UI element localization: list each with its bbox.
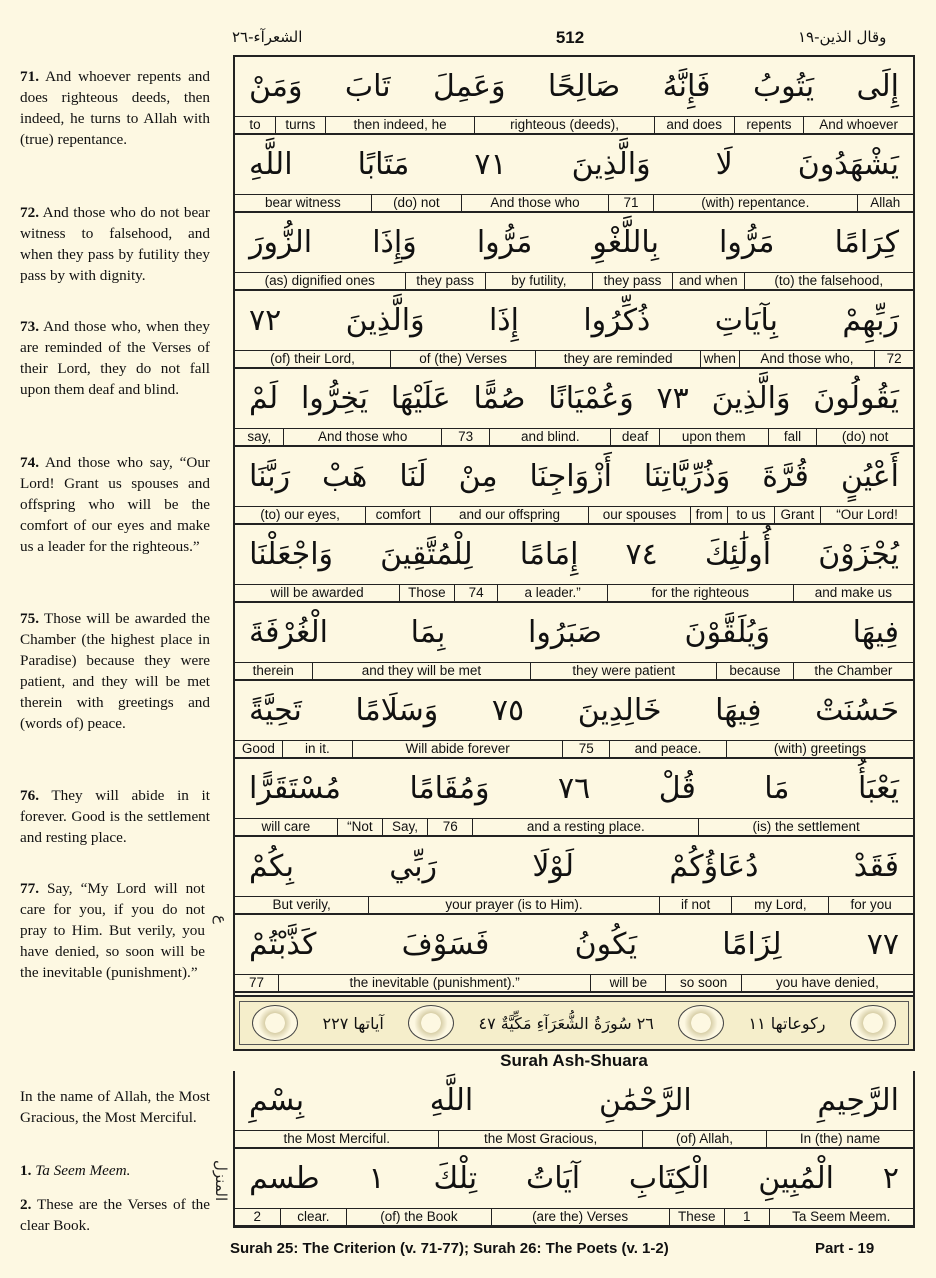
english-gloss: repents (734, 117, 804, 133)
arabic-word: الرَّحْمَٰنِ (598, 1083, 692, 1118)
arabic-word: لِلْمُتَّقِينَ (380, 537, 473, 572)
arabic-word: أَعْيُنٍ (840, 459, 899, 494)
english-gloss: and does (654, 117, 734, 133)
english-gloss-line (235, 429, 913, 447)
english-gloss: comfort (365, 507, 430, 523)
arabic-line (235, 135, 913, 195)
english-gloss: 72 (874, 351, 913, 367)
english-gloss: then indeed, he (325, 117, 475, 133)
arabic-word: وَالَّذِينَ (711, 381, 791, 416)
arabic-word: مُسْتَقَرًّا (249, 771, 341, 806)
english-gloss-line (235, 897, 913, 915)
english-gloss: so soon (665, 975, 740, 991)
english-gloss-line (235, 585, 913, 603)
arabic-word: وَاجْعَلْنَا (249, 537, 334, 572)
arabic-word: بِسْمِ (249, 1083, 305, 1118)
english-gloss: and peace. (609, 741, 726, 757)
english-gloss-line (235, 273, 913, 291)
english-gloss: will be awarded (270, 585, 364, 600)
english-gloss: And those who (461, 195, 608, 211)
english-gloss: if not (659, 897, 732, 913)
english-gloss: And those who (283, 429, 440, 445)
arabic-word: حَسُنَتْ (815, 693, 899, 728)
english-gloss: from (690, 507, 727, 523)
english-gloss: 74 (454, 585, 498, 601)
english-gloss: And those who, (739, 351, 875, 367)
arabic-word: يَعْبَأُ (857, 771, 899, 806)
arabic-word: قُلْ (658, 771, 696, 806)
english-gloss-line (235, 117, 913, 135)
english-gloss: to (249, 117, 261, 132)
english-gloss: (of) Allah, (642, 1131, 766, 1147)
arabic-word: لَنَا (399, 459, 427, 494)
english-gloss-line (235, 975, 913, 993)
arabic-word: لَوْلَا (532, 849, 575, 884)
english-gloss: and when (672, 273, 743, 289)
arabic-word: طسم (249, 1161, 320, 1196)
english-gloss: bear witness (264, 195, 341, 210)
arabic-word: وَذُرِّيَّاتِنَا (643, 459, 731, 494)
grid-row (235, 525, 913, 603)
english-gloss: 77 (249, 975, 265, 990)
verse-74: 74. And those who say, “Our Lord! Grant us spouses and offspring who will be the comfort of our eyes and make us a leader for the righteous.” (20, 454, 210, 555)
english-gloss: (of) their Lord, (270, 351, 355, 366)
verse-75: 75. Those will be awarded the Chamber (the highest place in Paradise) because they were patient, and they will be met therein with greetings and (words of) peace. (20, 610, 210, 732)
header-juz-arabic: وقال الذين-١٩ (798, 28, 887, 46)
arabic-word: وَعَمِلَ (433, 69, 506, 104)
english-gloss: Will abide forever (352, 741, 562, 757)
arabic-word: إِلَى (856, 69, 899, 104)
english-gloss: 73 (441, 429, 489, 445)
footer-part: Part - 19 (815, 1240, 875, 1257)
arabic-word: ٧٦ (558, 771, 591, 806)
english-gloss: But verily, (272, 897, 331, 912)
grid-row (235, 447, 913, 525)
arabic-line (235, 759, 913, 819)
english-gloss: These (669, 1209, 725, 1225)
english-gloss: for you (828, 897, 913, 913)
grid-row (235, 681, 913, 759)
arabic-word: اللَّهِ (249, 147, 293, 182)
english-gloss: they pass (592, 273, 672, 289)
english-gloss: (of) the Book (346, 1209, 490, 1225)
english-gloss: the inevitable (punishment).” (278, 975, 590, 991)
arabic-word: الزُّورَ (249, 225, 313, 260)
arabic-word: صَالِحًا (547, 69, 621, 104)
arabic-word: بِمَا (410, 615, 446, 650)
english-gloss: Allah (857, 195, 914, 211)
english-gloss-line (235, 507, 913, 525)
arabic-word: فِيهَا (852, 615, 899, 650)
arabic-word: كِرَامًا (834, 225, 899, 260)
verse-71: 71. And whoever repents and does righteous deeds, then indeed, he turns to Allah with (true) repentance. (20, 68, 210, 148)
arabic-word: رَبِّي (389, 849, 438, 884)
english-gloss: 75 (562, 741, 609, 757)
arabic-word: فَسَوْفَ (401, 927, 490, 962)
arabic-line (235, 681, 913, 741)
arabic-word: الرَّحِيمِ (817, 1083, 899, 1118)
arabic-word: عَلَيْهَا (390, 381, 451, 416)
english-gloss: and they will be met (312, 663, 531, 679)
arabic-word: إِذَا (488, 303, 519, 338)
english-gloss-line (235, 663, 913, 681)
english-gloss: clear. (280, 1209, 347, 1225)
arabic-word: يَقُولُونَ (813, 381, 899, 416)
english-gloss: because (716, 663, 793, 679)
english-gloss: will care (261, 819, 311, 834)
verse-2: 2. These are the Verses of the clear Book. (20, 1196, 210, 1234)
arabic-word: مَرُّوا (719, 225, 775, 260)
english-gloss: in it. (282, 741, 352, 757)
english-gloss: and our offspring (430, 507, 588, 523)
arabic-word: يَكُونُ (574, 927, 638, 962)
english-gloss: the Chamber (793, 663, 913, 679)
english-gloss: (to) our eyes, (260, 507, 340, 522)
english-gloss: (are the) Verses (491, 1209, 669, 1225)
word-by-word-grid (233, 55, 915, 995)
english-gloss: you have denied, (741, 975, 913, 991)
arabic-word: بِكُمْ (249, 849, 294, 884)
arabic-word: لَمْ (249, 381, 279, 416)
english-gloss: and make us (793, 585, 913, 601)
header-surah-arabic: الشعرآء-٢٦ (232, 28, 303, 46)
arabic-word: إِمَامًا (519, 537, 579, 572)
arabic-word: خَالِدِينَ (577, 693, 662, 728)
arabic-word: كَذَّبْتُمْ (249, 927, 317, 962)
arabic-word: يَشْهَدُونَ (797, 147, 899, 182)
english-gloss: the Most Gracious, (438, 1131, 641, 1147)
arabic-word: تِلْكَ (433, 1161, 478, 1196)
english-gloss: Say, (382, 819, 427, 835)
surah-title: Surah Ash-Shuara (500, 1051, 648, 1070)
arabic-word: يَتُوبُ (752, 69, 815, 104)
arabic-word: ٧٣ (656, 381, 689, 416)
arabic-word: مَتَابًا (357, 147, 410, 182)
arabic-line (235, 291, 913, 351)
english-gloss: and blind. (489, 429, 610, 445)
arabic-word: بِآيَاتِ (714, 303, 778, 338)
ornament-icon (252, 1005, 298, 1041)
arabic-word: ٧٧ (866, 927, 899, 962)
arabic-word: تَحِيَّةً (249, 693, 302, 728)
footer-surah-info: Surah 25: The Criterion (v. 71-77); Surah 26: The Poets (v. 1-2) (230, 1240, 669, 1257)
arabic-word: فَإِنَّهُ (662, 69, 711, 104)
grid-row (235, 837, 913, 915)
arabic-word: الْمُبِينِ (758, 1161, 835, 1196)
english-gloss: “Our Lord! (820, 507, 913, 523)
grid-row (235, 213, 913, 291)
english-gloss: And whoever (803, 117, 913, 133)
basmala-translation: In the name of Allah, the Most Gracious, the Most Merciful. (20, 1088, 210, 1126)
ornament-icon (850, 1005, 896, 1041)
english-gloss: Ta Seem Meem. (769, 1209, 913, 1225)
english-gloss: righteous (deeds), (474, 117, 653, 133)
surah-banner (233, 995, 915, 1051)
grid-row (235, 291, 913, 369)
grid-row (235, 1149, 913, 1227)
arabic-word: اللَّهِ (429, 1083, 474, 1118)
grid-row (235, 369, 913, 447)
arabic-word: مِنْ (458, 459, 498, 494)
grid-row (235, 603, 913, 681)
english-gloss-line (235, 1131, 913, 1149)
verse-77: 77. Say, “My Lord will not care for you, if you do not pray to Him. But verily, you have denied, so soon will be the inevitable (punishment).” (20, 880, 205, 981)
arabic-word: ١ (368, 1161, 385, 1196)
ornament-icon (408, 1005, 454, 1041)
english-gloss: to us (727, 507, 773, 523)
arabic-word: ٧٥ (491, 693, 525, 728)
arabic-word: وَالَّذِينَ (345, 303, 425, 338)
banner-ruku-count: ركوعاتها ١١ (748, 1013, 826, 1033)
grid-row (235, 57, 913, 135)
arabic-word: دُعَاؤُكُمْ (669, 849, 759, 884)
arabic-word: وَيُلَقَّوْنَ (684, 615, 771, 650)
english-gloss: Those (399, 585, 454, 601)
arabic-line (235, 57, 913, 117)
arabic-word: أَزْوَاجِنَا (529, 459, 612, 494)
english-gloss-line (235, 819, 913, 837)
english-gloss: of (the) Verses (390, 351, 535, 367)
ornament-icon (678, 1005, 724, 1041)
arabic-word: ٢ (882, 1161, 899, 1196)
english-gloss: when (700, 351, 739, 367)
word-by-word-grid-surah-26 (233, 1071, 915, 1228)
english-gloss-line (235, 195, 913, 213)
arabic-word: آيَاتُ (525, 1161, 581, 1196)
english-gloss: our spouses (588, 507, 690, 523)
arabic-word: مَرُّوا (476, 225, 533, 260)
english-gloss: they were patient (530, 663, 716, 679)
arabic-line (235, 915, 913, 975)
arabic-line (235, 603, 913, 663)
banner-surah-name: ٢٦ سُورَةُ الشُّعَرَآءِ مَكِّيَّةٌ ٤٧ (478, 1013, 654, 1033)
english-gloss: (with) repentance. (653, 195, 856, 211)
arabic-line (235, 1149, 913, 1209)
english-gloss: (do) not (816, 429, 913, 445)
english-gloss: say, (247, 429, 272, 444)
english-gloss: deaf (610, 429, 658, 445)
english-gloss: Grant (774, 507, 820, 523)
english-gloss: for the righteous (607, 585, 793, 601)
ruku-mark: ع (212, 915, 230, 924)
arabic-word: ٧٢ (249, 303, 282, 338)
arabic-word: وَعُمْيَانًا (548, 381, 634, 416)
arabic-line (235, 837, 913, 897)
english-gloss-line (235, 351, 913, 369)
english-gloss: 2 (253, 1209, 262, 1224)
english-gloss-line (235, 741, 913, 759)
arabic-word: رَبِّهِمْ (842, 303, 899, 338)
arabic-word: يُجْزَوْنَ (818, 537, 899, 572)
arabic-word: الْكِتَابِ (628, 1161, 710, 1196)
english-gloss: will be (590, 975, 665, 991)
arabic-word: فِيهَا (715, 693, 762, 728)
arabic-word: ٧١ (474, 147, 507, 182)
english-gloss: a leader.” (497, 585, 606, 601)
arabic-word: هَبْ (322, 459, 368, 494)
arabic-word: يَخِرُّوا (300, 381, 369, 416)
grid-row (235, 915, 913, 993)
english-gloss: the Most Merciful. (283, 1131, 390, 1146)
arabic-word: وَمُقَامًا (409, 771, 490, 806)
english-gloss: my Lord, (731, 897, 828, 913)
banner-ayat-count: آياتها ٢٢٧ (322, 1013, 384, 1033)
english-gloss: therein (252, 663, 294, 678)
english-gloss: turns (275, 117, 325, 133)
arabic-word: لِزَامًا (722, 927, 782, 962)
english-gloss: “Not (337, 819, 382, 835)
english-gloss: (to) the falsehood, (744, 273, 914, 289)
english-gloss: by futility, (485, 273, 592, 289)
verse-1: 1. Ta Seem Meem. (20, 1162, 131, 1179)
english-gloss: and a resting place. (472, 819, 698, 835)
arabic-word: بِاللَّغْوِ (592, 225, 659, 260)
arabic-line (235, 369, 913, 429)
arabic-word: تَابَ (344, 69, 391, 104)
arabic-line (235, 1071, 913, 1131)
english-gloss: they are reminded (535, 351, 700, 367)
english-gloss: 1 (724, 1209, 768, 1225)
english-gloss: (is) the settlement (698, 819, 913, 835)
grid-row (235, 759, 913, 837)
english-gloss: 76 (427, 819, 472, 835)
english-gloss: (do) not (371, 195, 461, 211)
arabic-word: رَبَّنَا (249, 459, 291, 494)
arabic-word: صُمًّا (473, 381, 526, 416)
english-gloss: upon them (659, 429, 768, 445)
arabic-word: مَا (764, 771, 790, 806)
english-gloss: Good (241, 741, 275, 756)
english-gloss: (as) dignified ones (264, 273, 375, 288)
verse-73: 73. And those who, when they are reminded of the Verses of their Lord, they do not fall upon them deaf and blind. (20, 318, 210, 398)
arabic-word: وَالَّذِينَ (571, 147, 651, 182)
arabic-word: لَا (715, 147, 733, 182)
arabic-word: فَقَدْ (853, 849, 899, 884)
grid-row (235, 1071, 913, 1149)
english-gloss: In (the) name (766, 1131, 913, 1147)
arabic-word: وَمَنْ (249, 69, 303, 104)
arabic-word: أُولَٰئِكَ (704, 537, 772, 572)
arabic-word: الْغُرْفَةَ (249, 615, 328, 650)
page-number: 512 (555, 28, 585, 47)
english-gloss: your prayer (is to Him). (368, 897, 659, 913)
arabic-word: ذُكِّرُوا (583, 303, 651, 338)
arabic-word: ٧٤ (625, 537, 658, 572)
arabic-word: قُرَّةَ (762, 459, 809, 494)
english-gloss-line (235, 1209, 913, 1227)
arabic-word: وَسَلَامًا (355, 693, 439, 728)
verse-72: 72. And those who do not bear witness to falsehood, and when they pass by futility they pass by with dignity. (20, 204, 210, 284)
arabic-line (235, 525, 913, 585)
manzil-mark: المنزل (212, 1160, 230, 1202)
grid-row (235, 135, 913, 213)
arabic-line (235, 447, 913, 507)
arabic-word: صَبَرُوا (528, 615, 602, 650)
english-gloss: (with) greetings (726, 741, 913, 757)
english-gloss: 71 (608, 195, 653, 211)
arabic-line (235, 213, 913, 273)
arabic-word: وَإِذَا (372, 225, 417, 260)
english-gloss: fall (768, 429, 816, 445)
english-gloss: they pass (405, 273, 485, 289)
verse-76: 76. They will abide in it forever. Good is the settlement and resting place. (20, 787, 210, 846)
